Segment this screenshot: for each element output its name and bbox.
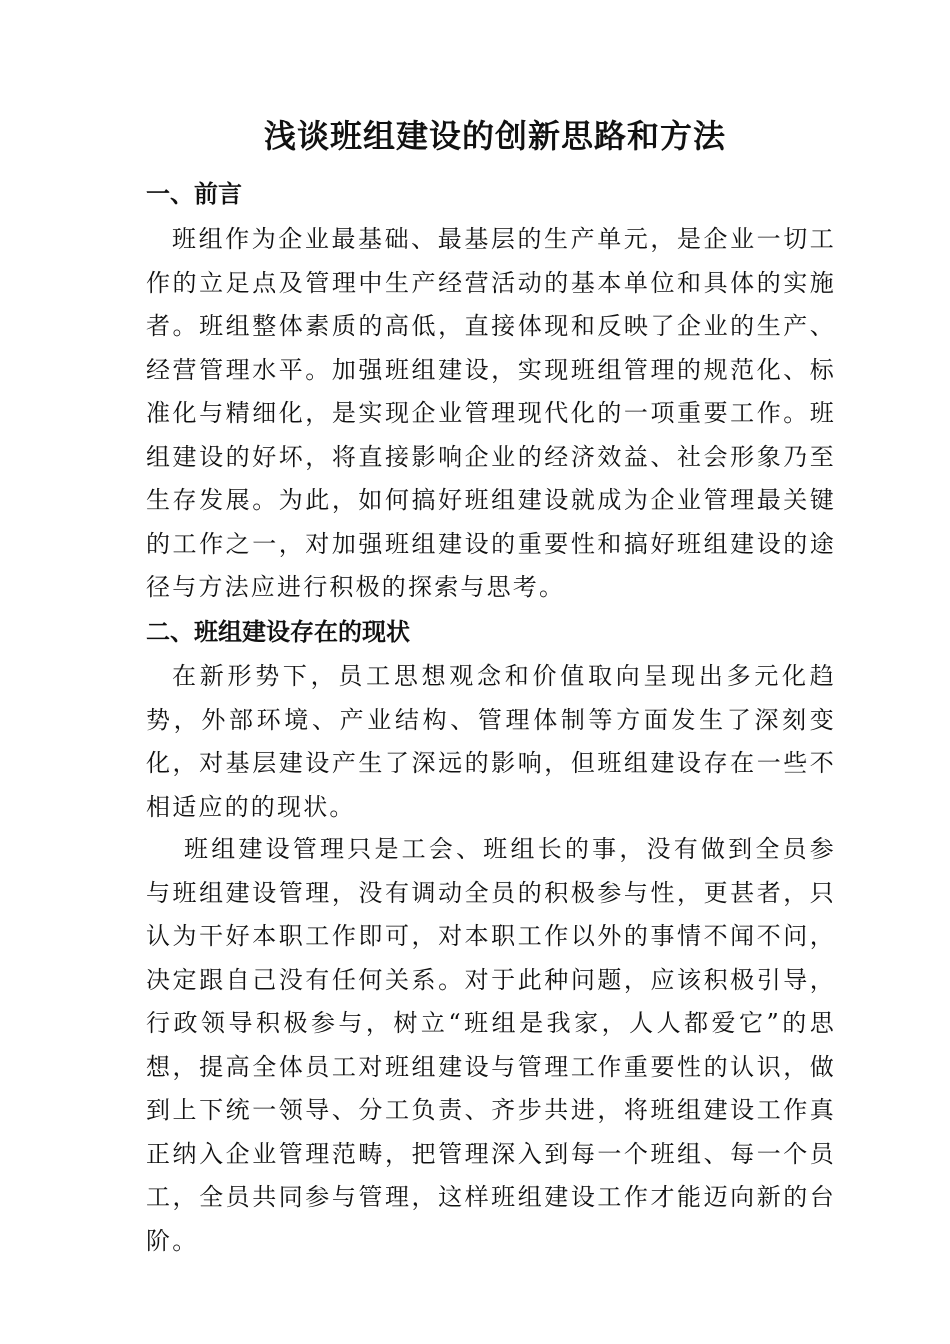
paragraph: 班组作为企业最基础、最基层的生产单元，是企业一切工作的立足点及管理中生产经营活动的基本单位和具体的实施者。班组整体素质的高低，直接体现和反映了企业的生产、经营管理水平。加强班组建设，实现班组管理的规范化、标准化与精细化，是实现企业管理现代化的一项重要工作。班组建设的好坏，将直接影响企业的经济效益、社会形象乃至生存发展。为此，如何搞好班组建设就成为企业管理最关键的工作之一，对加强班组建设的重要性和搞好班组建设的途径与方法应进行积极的探索与思考。 <box>146 225 836 601</box>
document-title: 浅谈班组建设的创新思路和方法 <box>263 117 726 155</box>
section-heading-status: 二、班组建设存在的现状 <box>146 618 410 646</box>
section-heading-preface: 一、前言 <box>146 180 242 208</box>
paragraph: 班组建设管理只是工会、班组长的事，没有做到全员参与班组建设管理，没有调动全员的积极参与性，更甚者，只认为干好本职工作即可，对本职工作以外的事情不闻不问，决定跟自己没有任何关系。对于此种问题，应该积极引导，行政领导积极参与，树立“班组是我家，人人都爱它”的思想，提高全体员工对班组建设与管理工作重要性的认识，做到上下统一领导、分工负责、齐步共进，将班组建设工作真正纳入企业管理范畴，把管理深入到每一个班组、每一个员工，全员共同参与管理，这样班组建设工作才能迈向新的台阶。 <box>146 835 836 1255</box>
paragraph: 在新形势下，员工思想观念和价值取向呈现出多元化趋势，外部环境、产业结构、管理体制等方面发生了深刻变化，对基层建设产生了深远的影响，但班组建设存在一些不相适应的的现状。 <box>146 662 836 821</box>
